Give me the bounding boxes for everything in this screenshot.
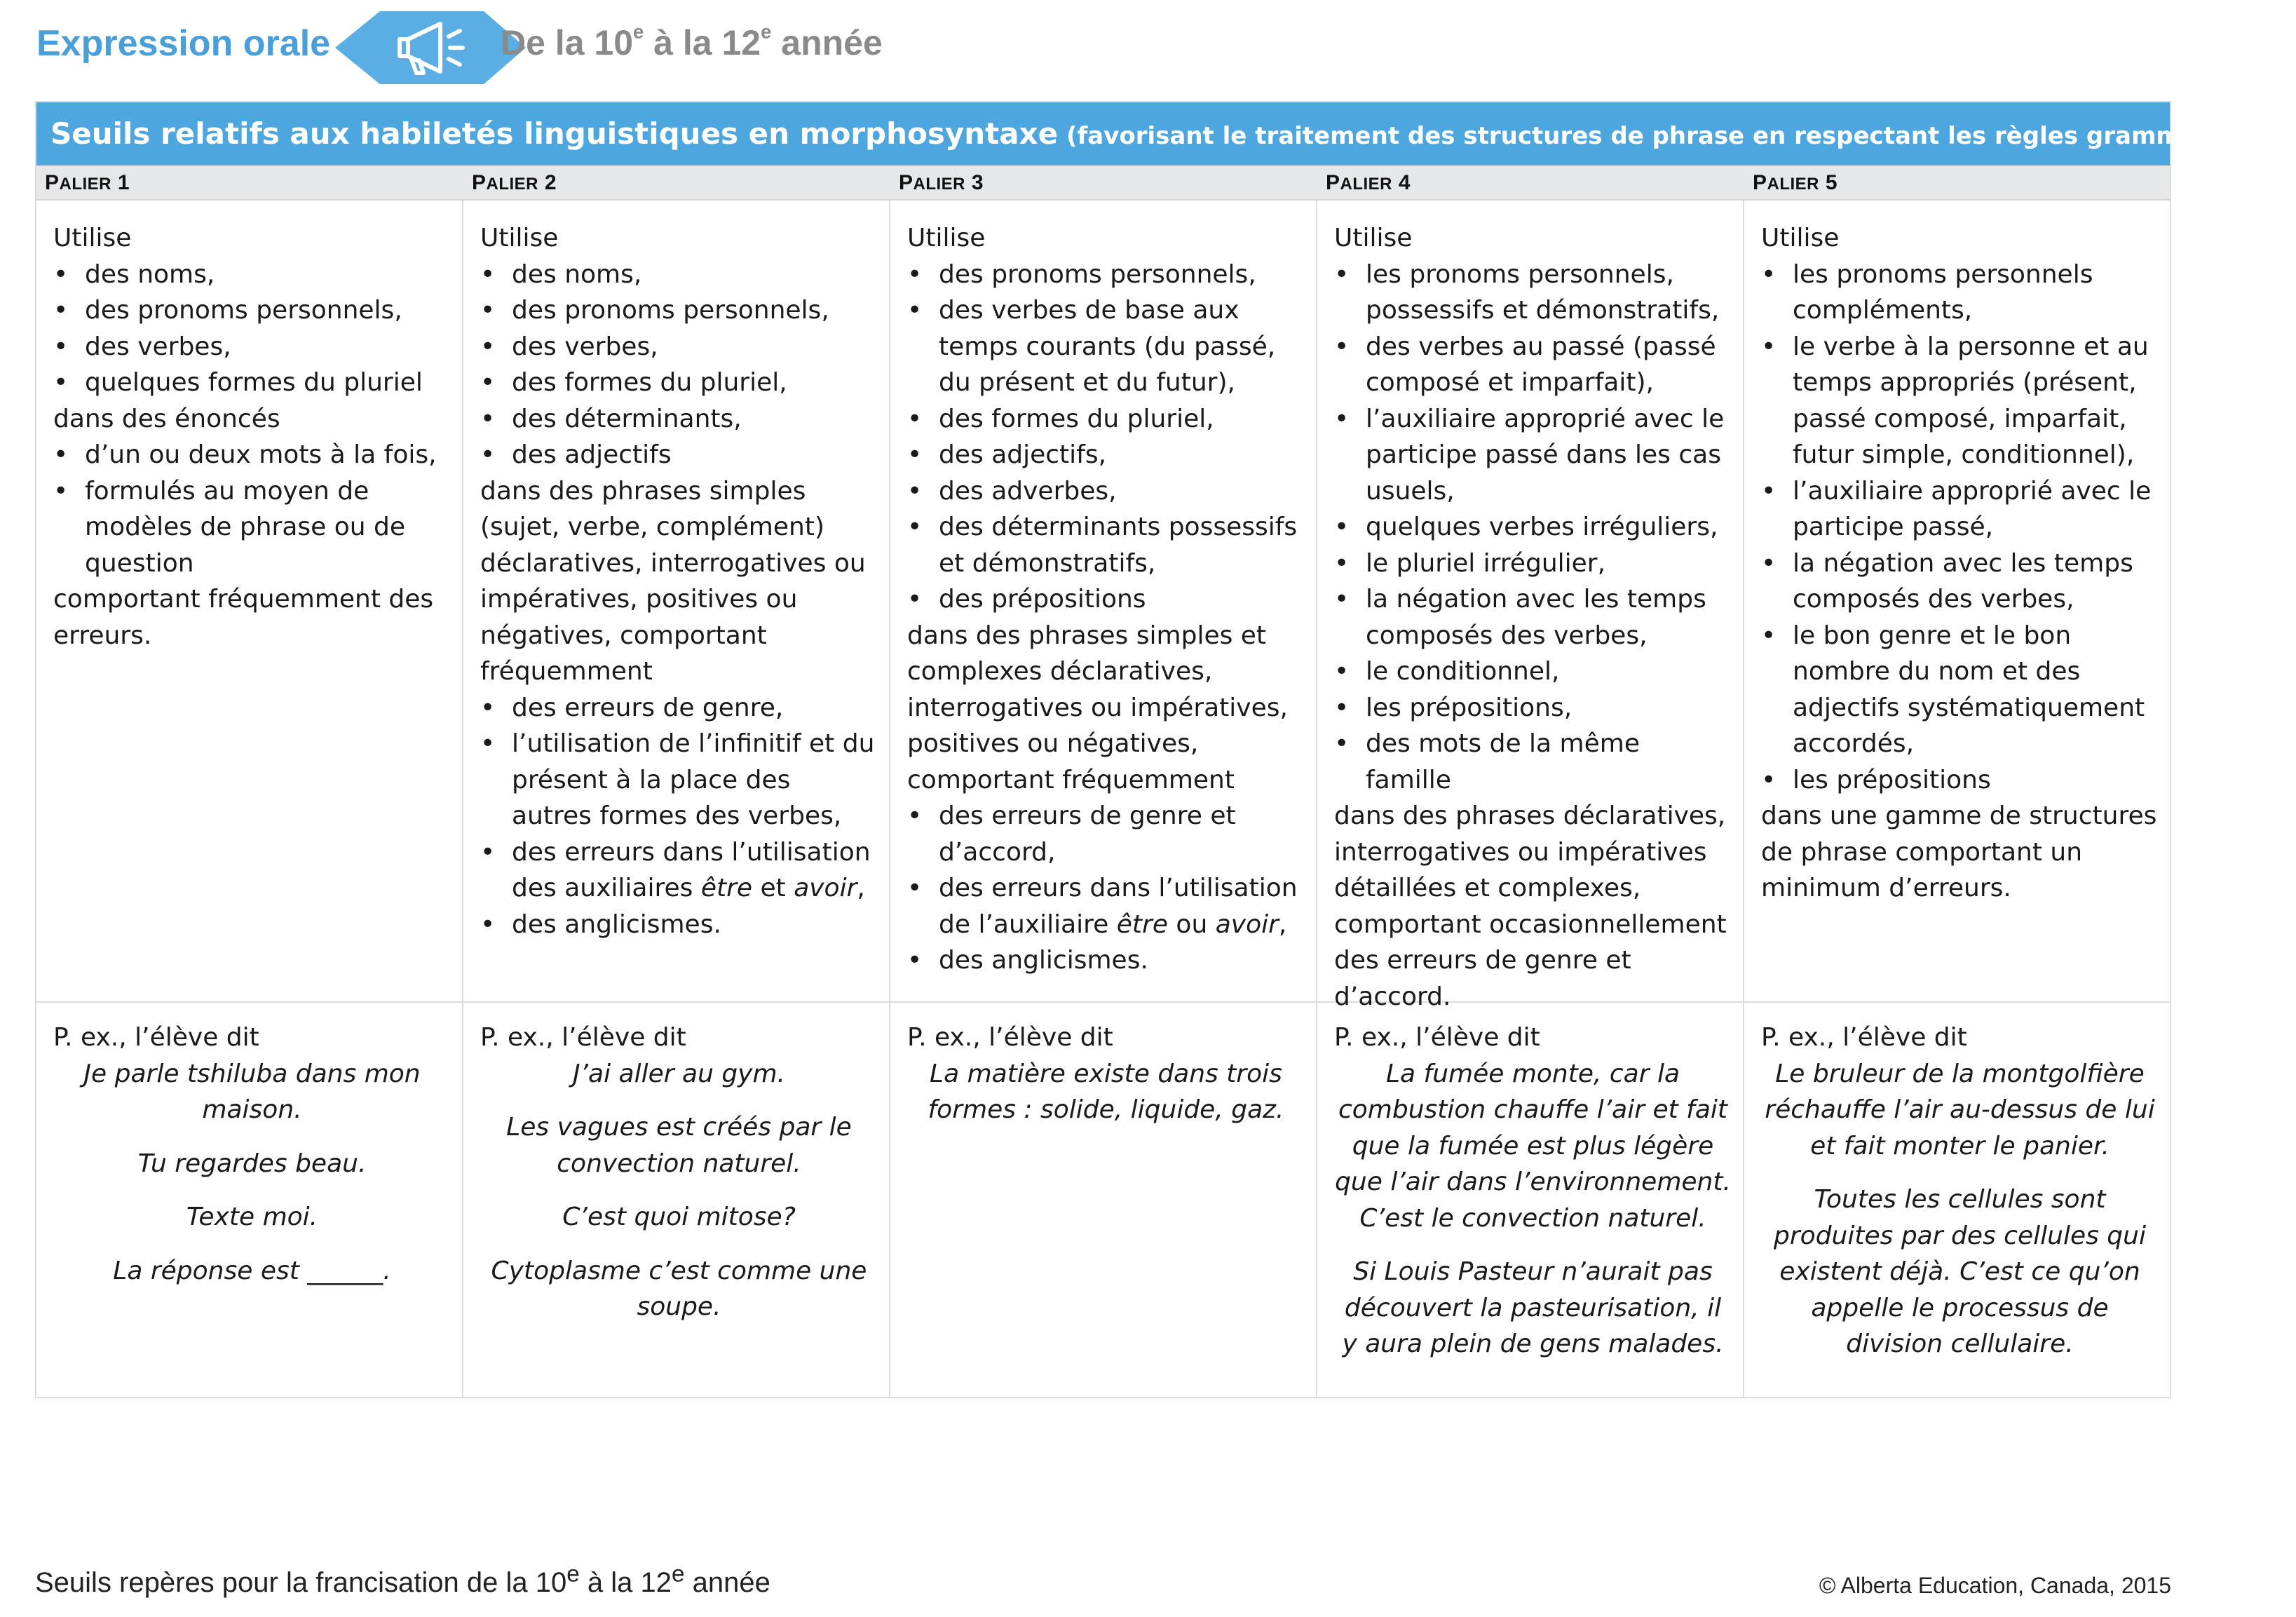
bullet-item: • des pronoms personnels, bbox=[907, 257, 1305, 293]
bullet-item: • des anglicismes. bbox=[480, 907, 878, 943]
example-sentence: La réponse est ______. bbox=[113, 1256, 391, 1285]
bullet-item: • des déterminants possessifs et démonstratifs, bbox=[907, 509, 1305, 581]
cell-text: dans des phrases simples (sujet, verbe, complément) déclaratives, interrogatives ou impératives, positives ou négatives, comportant fréquemment bbox=[480, 476, 866, 686]
bullet-item: • l’utilisation de l’infinitif et du présent à la place des autres formes des verbes, bbox=[480, 726, 878, 834]
bullet-item: • des déterminants, bbox=[480, 401, 878, 438]
description-cell bbox=[1744, 220, 2170, 999]
bullet-item: • des verbes, bbox=[53, 329, 451, 365]
item-emphasis: être bbox=[700, 874, 753, 902]
example-sentence: Cytoplasme c’est comme une soupe. bbox=[491, 1256, 867, 1321]
bullet-item: • des erreurs de genre, bbox=[480, 690, 878, 726]
cell-intro: Utilise bbox=[1761, 224, 1840, 252]
megaphone-icon bbox=[335, 4, 526, 91]
bullet-item: • des prépositions bbox=[907, 581, 1305, 618]
item-emphasis: être bbox=[1116, 909, 1168, 939]
example-sentence: Texte moi. bbox=[186, 1203, 318, 1231]
item-text: , bbox=[857, 874, 865, 902]
level-label: PALIER 1 bbox=[45, 171, 130, 194]
bullet-item: • des noms, bbox=[480, 257, 878, 293]
bullet-item: • des formes du pluriel, bbox=[480, 365, 878, 401]
table-title-main: Seuils relatifs aux habiletés linguistiques en morphosyntaxe bbox=[50, 116, 1059, 151]
bullet-list bbox=[480, 257, 878, 473]
example-sentence: Je parle tshiluba dans mon maison. bbox=[83, 1059, 421, 1124]
bullet-item: • des verbes au passé (passé composé et imparfait), bbox=[1334, 329, 1732, 401]
cell-intro: Utilise bbox=[907, 224, 986, 252]
bullet-list bbox=[480, 690, 878, 943]
item-text: des erreurs dans l’utilisation de l’auxiliaire bbox=[939, 874, 1298, 939]
example-cell bbox=[36, 1020, 462, 1391]
bullet-list bbox=[1761, 257, 2159, 799]
example-sentence: Toutes les cellules sont produites par des cellules qui existent déjà. C’est ce qu’on appelle le processus de division cellulaire. bbox=[1774, 1185, 2146, 1358]
example-sentence: Si Louis Pasteur n’aurait pas découvert la pasteurisation, il y aura plein de gens malades. bbox=[1342, 1257, 1724, 1358]
bullet-item: • des verbes de base aux temps courants (du passé, du présent et du futur), bbox=[907, 292, 1305, 401]
level-header-row bbox=[36, 165, 2170, 201]
example-cell bbox=[890, 1020, 1316, 1391]
bullet-list bbox=[53, 437, 451, 581]
bullet-item: • la négation avec les temps composés des verbes, bbox=[1334, 581, 1732, 654]
bullet-item: • le pluriel irrégulier, bbox=[1334, 546, 1732, 582]
thresholds-table bbox=[35, 101, 2296, 1398]
item-text: et bbox=[752, 874, 794, 902]
bullet-item bbox=[480, 834, 878, 907]
description-cell bbox=[890, 220, 1316, 999]
bullet-item: • l’auxiliaire approprié avec le participe passé, bbox=[1761, 473, 2159, 546]
bullet-item: • quelques verbes irréguliers, bbox=[1334, 509, 1732, 546]
table-title bbox=[36, 102, 2296, 165]
bullet-item: • les prépositions, bbox=[1334, 690, 1732, 726]
example-intro: P. ex., l’élève dit bbox=[1761, 1023, 1967, 1052]
cell-text: dans une gamme de structures de phrase comportant un minimum d’erreurs. bbox=[1761, 801, 2157, 902]
bullet-item: • le conditionnel, bbox=[1334, 654, 1732, 690]
cell-intro: Utilise bbox=[53, 224, 132, 252]
cell-intro: Utilise bbox=[480, 224, 559, 252]
bullet-item: • les prépositions bbox=[1761, 762, 2159, 799]
bullet-item: • la négation avec les temps composés des verbes, bbox=[1761, 546, 2159, 618]
description-cell bbox=[36, 220, 462, 999]
bullet-item: • des noms, bbox=[53, 257, 451, 293]
bullet-item: • des formes du pluriel, bbox=[907, 401, 1305, 438]
cell-text: comportant fréquemment des erreurs. bbox=[53, 585, 434, 650]
bullet-item: • des pronoms personnels, bbox=[53, 292, 451, 329]
level-label: PALIER 3 bbox=[899, 171, 984, 194]
bullet-item: • le bon genre et le bon nombre du nom et des adjectifs systématiquement accordés, bbox=[1761, 618, 2159, 762]
bullet-item: • des adjectifs, bbox=[907, 437, 1305, 473]
bullet-item: • formulés au moyen de modèles de phrase ou de question bbox=[53, 473, 451, 582]
footer-document-title: Seuils repères pour la francisation de la 10e à la 12e année bbox=[35, 1561, 770, 1598]
bullet-item: • les pronoms personnels compléments, bbox=[1761, 257, 2159, 329]
bullet-list bbox=[907, 257, 1305, 618]
item-text: , bbox=[1278, 909, 1287, 939]
bullet-item: • des adverbes, bbox=[907, 473, 1305, 510]
bullet-item: • le verbe à la personne et au temps appropriés (présent, passé composé, imparfait, futur simple, conditionnel), bbox=[1761, 329, 2159, 473]
item-text: des erreurs dans l’utilisation des auxiliaires bbox=[512, 837, 871, 902]
bullet-item: • les pronoms personnels, possessifs et démonstratifs, bbox=[1334, 257, 1732, 329]
bullet-list bbox=[1334, 257, 1732, 799]
example-cell bbox=[463, 1020, 889, 1391]
example-sentence: C’est quoi mitose? bbox=[562, 1203, 796, 1231]
example-sentence: Le bruleur de la montgolfière réchauffe l’air au-dessus de lui et fait monter le panier. bbox=[1765, 1059, 2155, 1161]
example-sentence: Les vagues est créés par le convection naturel. bbox=[506, 1113, 852, 1178]
bullet-item: • des verbes, bbox=[480, 329, 878, 365]
table-title-sub: (favorisant le traitement des structures de phrase en respectant les règles grammaticales) bbox=[1058, 122, 2296, 150]
subject-title: Expression orale bbox=[36, 23, 331, 64]
bullet-item: • d’un ou deux mots à la fois, bbox=[53, 437, 451, 473]
example-sentence: J’ai aller au gym. bbox=[572, 1059, 785, 1088]
example-sentence: Tu regardes beau. bbox=[137, 1149, 367, 1178]
example-sentence: La matière existe dans trois formes : solide, liquide, gaz. bbox=[928, 1059, 1284, 1124]
footer-copyright: © Alberta Education, Canada, 2015 bbox=[1819, 1573, 2171, 1598]
cell-text: dans des phrases simples et complexes déclaratives, interrogatives ou impératives, positives ou négatives, comportant fréquemment bbox=[907, 621, 1288, 794]
bullet-list bbox=[53, 257, 451, 401]
bullet-item bbox=[907, 870, 1305, 942]
bullet-item: • l’auxiliaire approprié avec le participe passé dans les cas usuels, bbox=[1334, 401, 1732, 510]
example-intro: P. ex., l’élève dit bbox=[907, 1023, 1113, 1052]
item-text: ou bbox=[1167, 909, 1216, 939]
bullet-item: • des erreurs de genre et d’accord, bbox=[907, 798, 1305, 870]
bullet-item: • des mots de la même famille bbox=[1334, 726, 1732, 798]
cell-text: dans des énoncés bbox=[53, 404, 280, 433]
bullet-item: • des anglicismes. bbox=[907, 942, 1305, 979]
bullet-item: • des adjectifs bbox=[480, 437, 878, 473]
cell-text: dans des phrases déclaratives, interrogatives ou impératives détaillées et complexes, comportant occasionnellement des erreurs de genre et d’accord. bbox=[1334, 801, 1727, 1011]
example-intro: P. ex., l’élève dit bbox=[1334, 1023, 1540, 1052]
grade-range: De la 10e à la 12e année bbox=[501, 20, 883, 62]
bullet-item: • quelques formes du pluriel bbox=[53, 365, 451, 401]
description-cell bbox=[1317, 220, 1743, 1011]
example-intro: P. ex., l’élève dit bbox=[53, 1023, 259, 1052]
description-cell bbox=[463, 220, 889, 999]
page-header bbox=[35, 4, 1017, 91]
bullet-item: • des pronoms personnels, bbox=[480, 292, 878, 329]
item-emphasis: avoir bbox=[794, 874, 857, 902]
bullet-list bbox=[907, 798, 1305, 979]
level-label: PALIER 2 bbox=[472, 171, 557, 194]
example-sentence: La fumée monte, car la combustion chauffe l’air et fait que la fumée est plus légère que l’air dans l’environnement. C’est le convection naturel. bbox=[1335, 1059, 1731, 1233]
example-cell bbox=[1744, 1020, 2170, 1391]
cell-intro: Utilise bbox=[1334, 224, 1413, 252]
level-label: PALIER 4 bbox=[1326, 171, 1411, 194]
example-cell bbox=[1317, 1020, 1743, 1391]
level-label: PALIER 5 bbox=[1753, 171, 1838, 194]
row-divider bbox=[36, 1001, 2170, 1003]
item-emphasis: avoir bbox=[1215, 909, 1279, 939]
example-intro: P. ex., l’élève dit bbox=[480, 1023, 686, 1052]
